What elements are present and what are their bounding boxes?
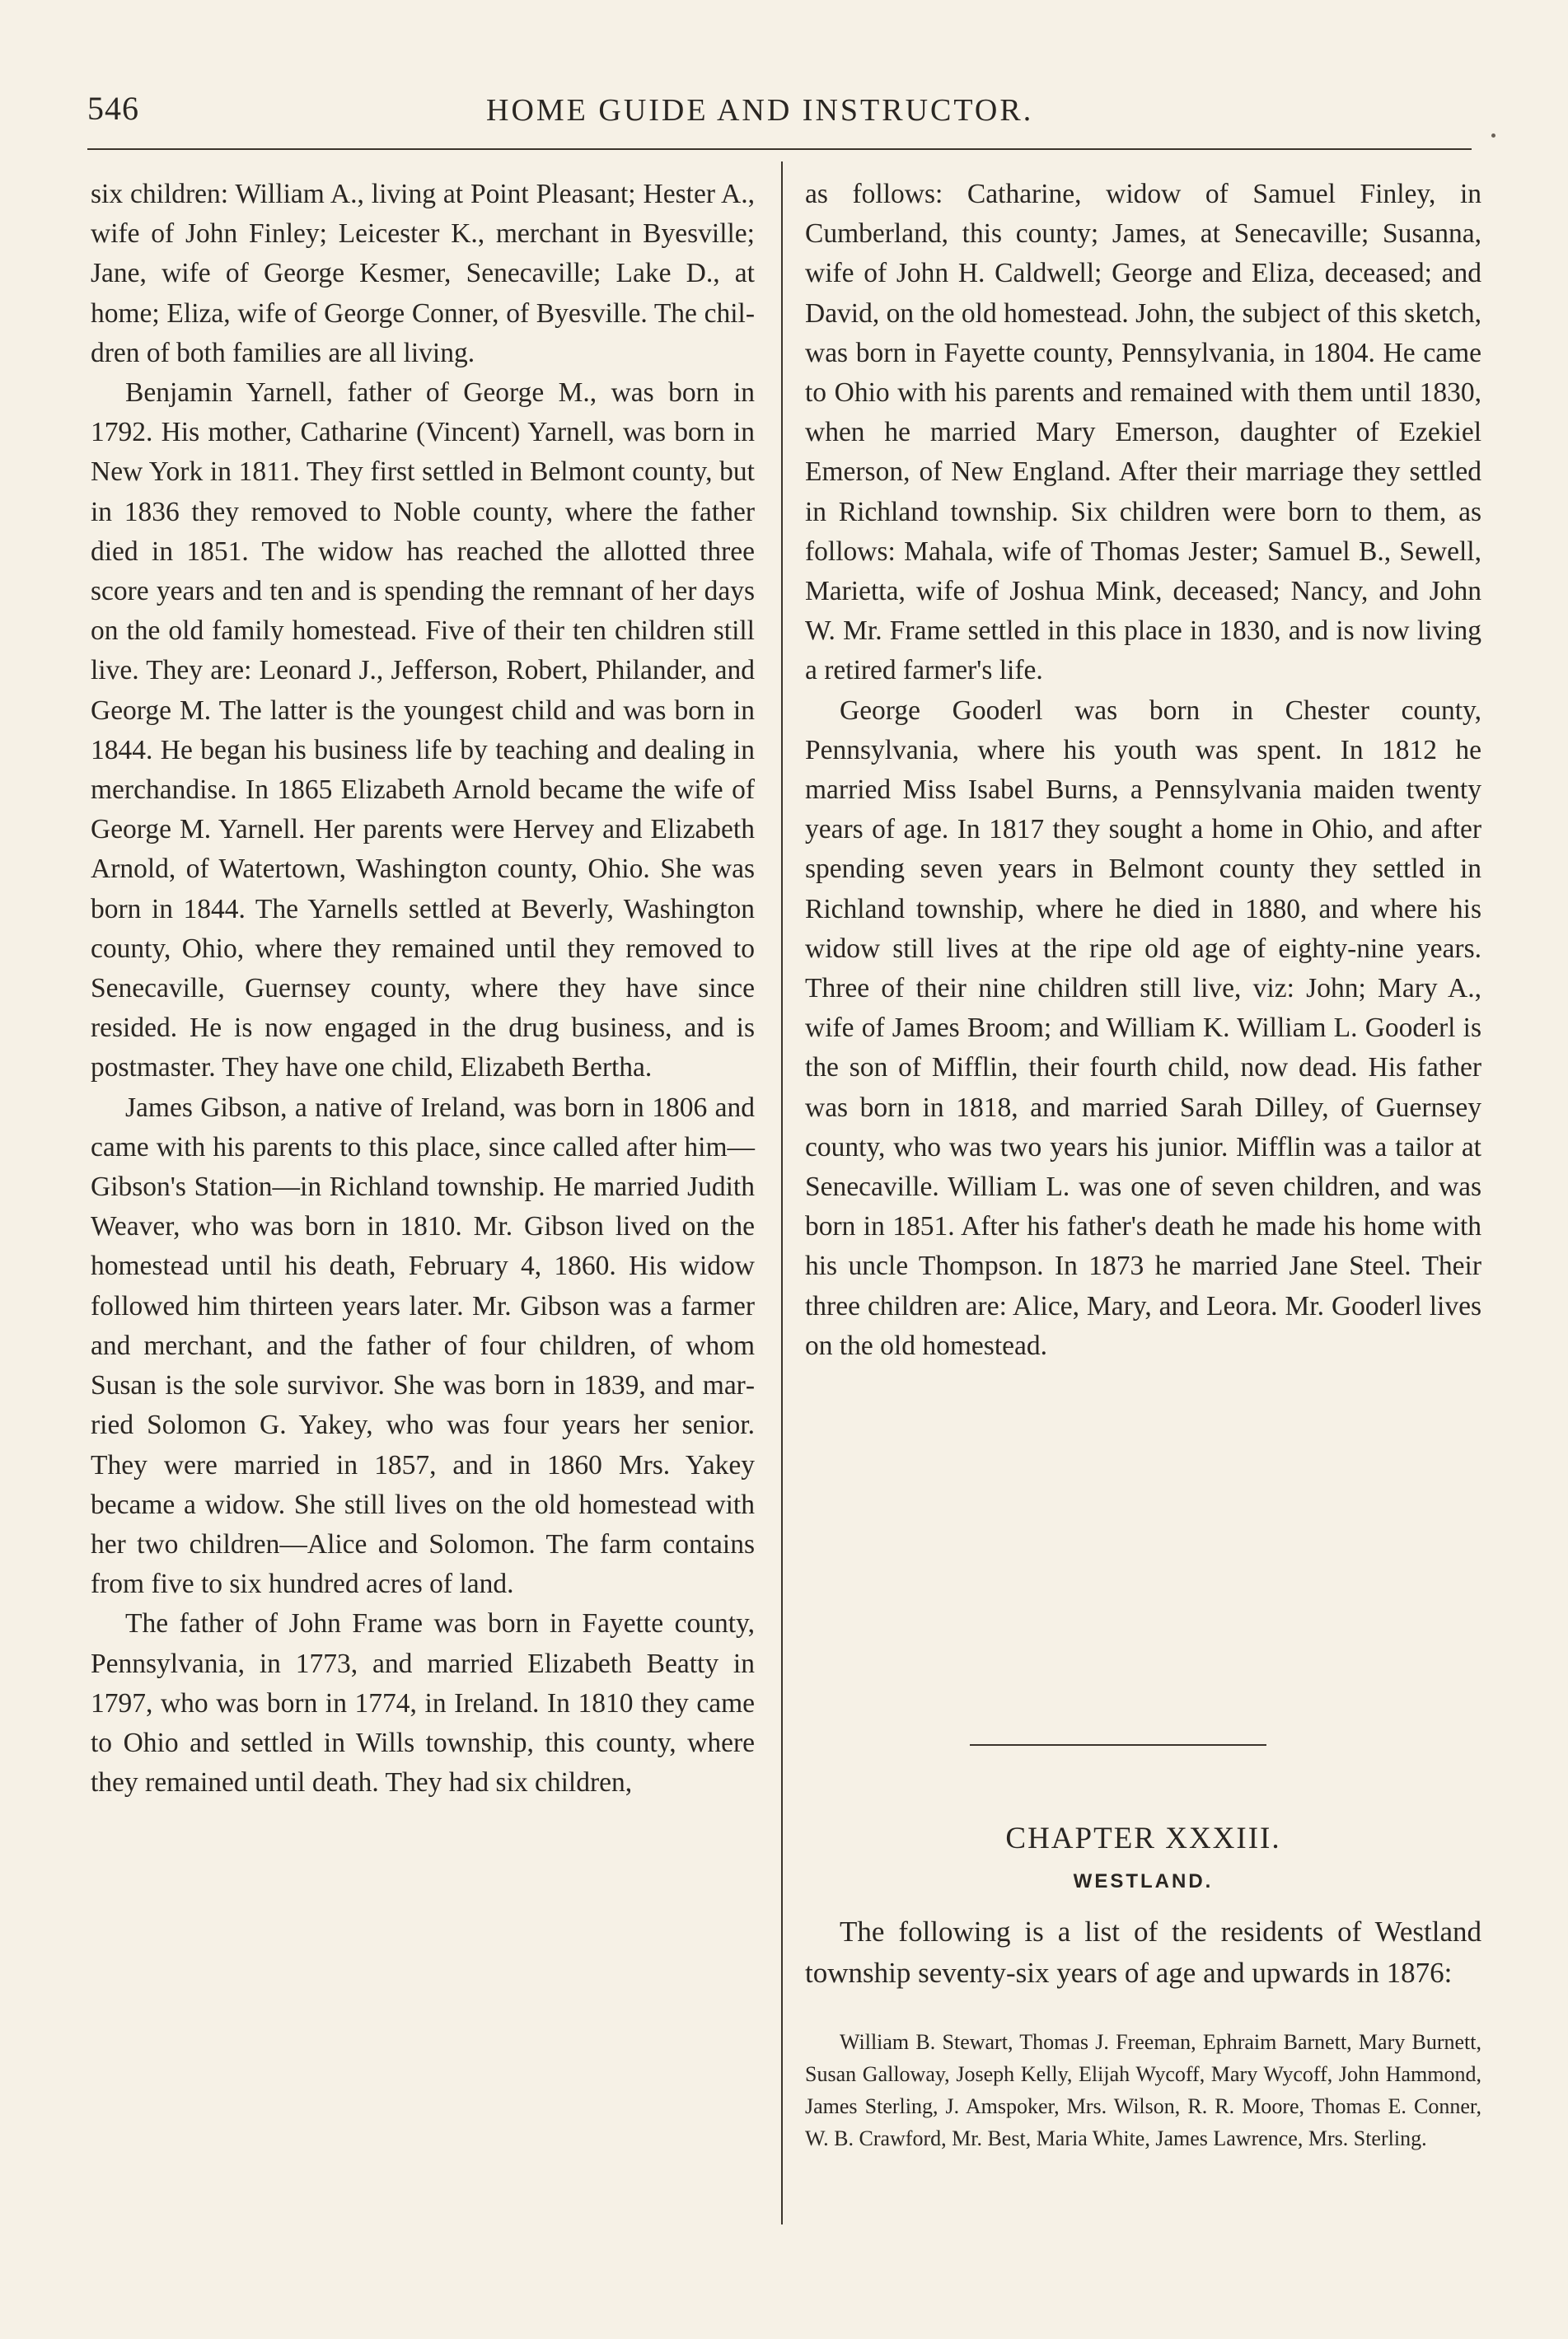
page-number: 546 bbox=[87, 90, 139, 127]
chapter-title: CHAPTER XXXIII. bbox=[1005, 1822, 1281, 1855]
header-dot bbox=[1491, 133, 1495, 138]
chapter-intro: The following is a list of the residents of Westland township seventy-six years of age and upwards in 1876: bbox=[805, 1916, 1481, 1989]
section-rule bbox=[970, 1744, 1266, 1746]
header-rule bbox=[87, 148, 1472, 150]
chapter-subtitle: WESTLAND. bbox=[1073, 1870, 1214, 1892]
paragraph: as follows: Catharine, widow of Samuel Finley, in Cumberland, this county; James, at Senecaville; Susanna, wife of John H. Caldwell; George and Eliza, deceased; and David, on the old homestead. John, the subject of this sketch, was born in Fayette county, Pennsylvania, in 1804. He came to Ohio with his parents and remained with them until 1830, when he married Mary Emerson, daughter of Ezekiel Emerson, of New England. After their marriage they settled in Richland township. Six children were born to them, as follows: Mahala, wife of Thomas Jester; Samuel B., Sewell, Marietta, wife of Joshua Mink, deceased; Nancy, and John W. Mr. Frame settled in this place in 1830, and is now living a retired farmer's life. bbox=[805, 179, 1481, 686]
running-head: HOME GUIDE AND INSTRUCTOR. bbox=[486, 93, 1034, 128]
paragraph: The father of John Frame was born in Fayette county, Pennsylvania, in 1773, and married Elizabeth Beatty in 1797, who was born in 1774, in Ireland. In 1810 they came to Ohio and settled in Wills township, this county, where they remained until death. They had six children, bbox=[91, 1608, 755, 1799]
residents-list: William B. Stewart, Thomas J. Freeman, Ephraim Barnett, Mary Burnett, Susan Galloway, Joseph Kelly, Elijah Wycoff, Mary Wycoff, John Hammond, James Sterling, J. Amspoker, Mrs. Wilson, R. R. Moore, Thomas E. Conner, W. B. Crawford, Mr. Best, Maria White, James Lawrence, Mrs. Sterling. bbox=[805, 2030, 1481, 2150]
right-column bbox=[805, 175, 1481, 1366]
paragraph: James Gibson, a native of Ireland, was born in 1806 and came with his parents to this place, since called after him—Gibson's Station—in Richland township. He married Judith Weaver, who was born in 1810. Mr. Gibson lived on the homestead until his death, February 4, 1860. His widow followed him thirteen years later. Mr. Gibson was a farmer and merchant, and the father of four children, of whom Susan is the sole survivor. She was born in 1839, and married Solomon G. Yakey, who was four years her senior. They were married in 1857, and in 1860 Mrs. Yakey became a widow. She still lives on the old homestead with her two children—Alice and Solomon. The farm contains from five to six hundred acres of land. bbox=[91, 1092, 755, 1600]
left-column bbox=[91, 175, 755, 1803]
paragraph: George Gooderl was born in Chester county, Pennsylvania, where his youth was spent. In 1812 he married Miss Isabel Burns, a Pennsylvania maiden twenty years of age. In 1817 they sought a home in Ohio, and after spending seven years in Belmont county they settled in Richland township, where he died in 1880, and where his widow still lives at the ripe old age of eighty-nine years. Three of their nine children still live, viz: John; Mary A., wife of James Broom; and William K. William L. Gooderl is the son of Mifflin, their fourth child, now dead. His father was born in 1818, and married Sarah Dilley, of Guernsey county, who was two years his junior. Mifflin was a tailor at Senecaville. William L. was one of seven children, and was born in 1851. After his father's death he made his home with his uncle Thompson. In 1873 he married Jane Steel. Their three children are: Alice, Mary, and Leora. Mr. Gooderl lives on the old homestead. bbox=[805, 695, 1481, 1361]
paragraph: six children: William A., living at Point Pleasant; Hester A., wife of John Finley; Leicester K., merchant in Byesville; Jane, wife of George Kesmer, Senecaville; Lake D., at home; Eliza, wife of George Conner, of Byesville. The children of both families are all living. bbox=[91, 179, 755, 368]
column-divider bbox=[781, 161, 783, 2224]
paragraph: Benjamin Yarnell, father of George M., was born in 1792. His mother, Catharine (Vincent) Yarnell, was born in New York in 1811. They first settled in Belmont county, but in 1836 they removed to Noble county, where the father died in 1851. The widow has reached the allotted three score years and ten and is spending the remnant of her days on the old family homestead. Five of their ten children still live. They are: Leonard J., Jefferson, Robert, Philander, and George M. The latter is the youngest child and was born in 1844. He began his business life by teaching and dealing in merchandise. In 1865 Elizabeth Arnold became the wife of George M. Yarnell. Her parents were Hervey and Elizabeth Arnold, of Watertown, Washington county, Ohio. She was born in 1844. The Yarnells settled at Beverly, Washington county, Ohio, where they remained until they removed to Senecaville, Guernsey county, where they have since resided. He is now engaged in the drug business, and is postmaster. They have one child, Elizabeth Bertha. bbox=[91, 377, 755, 1083]
